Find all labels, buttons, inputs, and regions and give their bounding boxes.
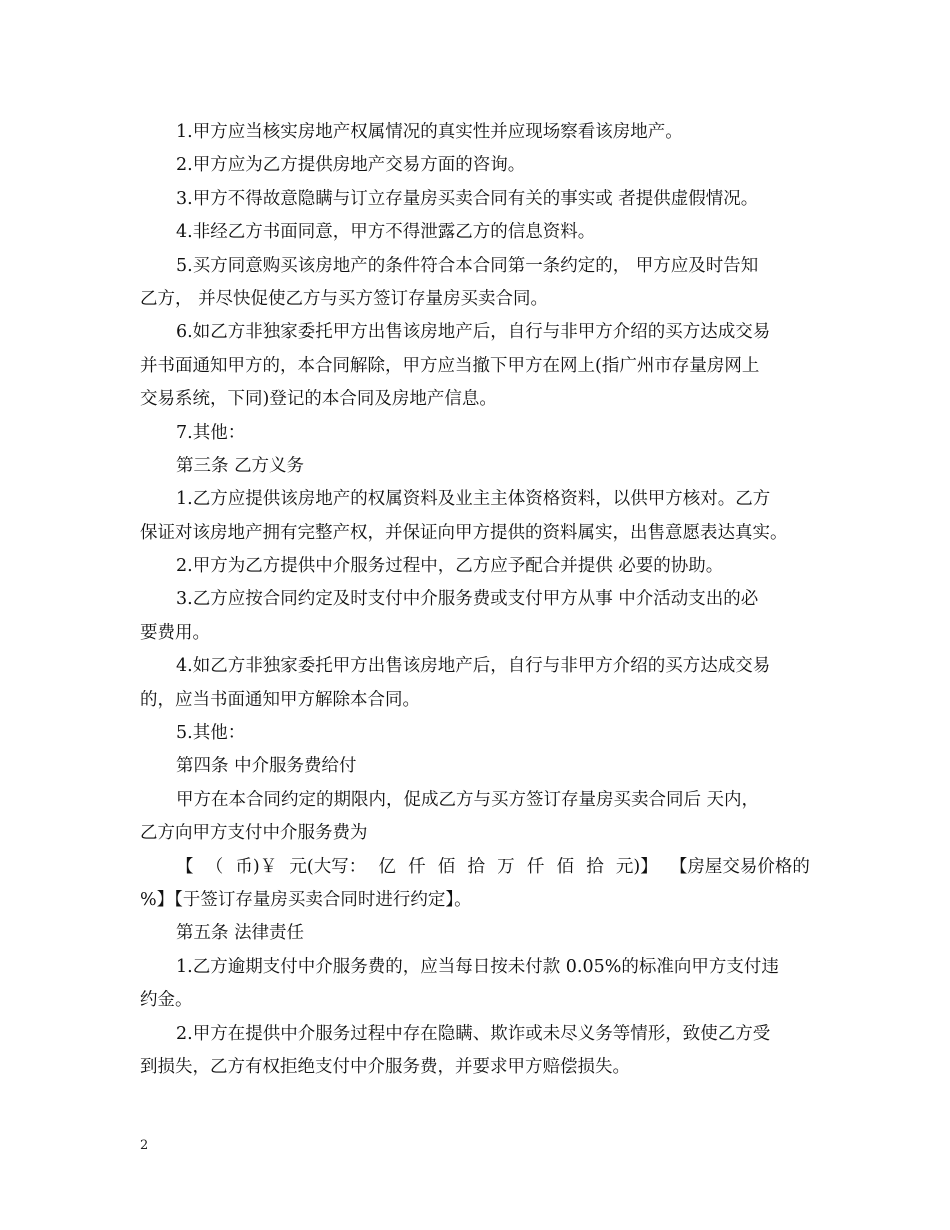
fee-part: 【房屋交易价格的: [669, 856, 810, 877]
paragraph-line: 5.其他：: [176, 723, 246, 744]
fee-part: 【: [176, 856, 194, 877]
fee-part: 亿: [378, 856, 396, 877]
fee-part: 拾: [467, 856, 485, 877]
paragraph-line: 要费用。: [140, 622, 210, 643]
paragraph-line: 6.如乙方非独家委托甲方出售该房地产后，自行与非甲方介绍的买方达成交易: [176, 322, 771, 343]
fee-amount-line: [140, 851, 810, 884]
paragraph-line: 约金。: [140, 990, 193, 1011]
paragraph-line: %】【于签订存量房买卖合同时进行约定】。: [140, 889, 472, 910]
page-number: 2: [140, 1138, 149, 1153]
section-heading: 第四条 中介服务费给付: [176, 756, 357, 777]
paragraph-line: 3.甲方不得故意隐瞒与订立存量房买卖合同有关的事实或 者提供虚假情况。: [176, 188, 759, 209]
fee-part: （: [205, 856, 224, 877]
fee-part: 币)￥: [235, 856, 278, 877]
paragraph-line: 到损失，乙方有权拒绝支付中介服务费，并要求甲方赔偿损失。: [140, 1056, 630, 1077]
paragraph-line: 乙方向甲方支付中介服务费为: [140, 823, 368, 844]
fee-part: 仟: [408, 856, 426, 877]
paragraph-line: 乙方， 并尽快促使乙方与买方签订存量房买卖合同。: [140, 288, 549, 309]
paragraph-line: 1.甲方应当核实房地产权属情况的真实性并应现场察看该房地产。: [176, 122, 683, 142]
section-heading: 第五条 法律责任: [176, 923, 305, 944]
paragraph-line: 2.甲方在提供中介服务过程中存在隐瞒、欺诈或未尽义务等情形，致使乙方受: [176, 1023, 771, 1044]
paragraph-line: 并书面通知甲方的，本合同解除，甲方应当撤下甲方在网上(指广州市存量房网上: [140, 355, 760, 376]
paragraph-line: 2.甲方为乙方提供中介服务过程中，乙方应予配合并提供 必要的协助。: [176, 556, 724, 577]
fee-part: 万: [497, 856, 515, 877]
paragraph-line: 1.乙方应提供该房地产的权属资料及业主主体资格资料，以供甲方核对。乙方: [176, 489, 771, 510]
paragraph-line: 1.乙方逾期支付中介服务费的，应当每日按未付款 0.05%的标准向甲方支付违: [176, 956, 779, 977]
paragraph-line: 保证对该房地产拥有完整产权，并保证向甲方提供的资料属实，出售意愿表达真实。: [140, 522, 788, 543]
paragraph-line: 7.其他：: [176, 422, 246, 443]
paragraph-line: 甲方在本合同约定的期限内，促成乙方与买方签订存量房买卖合同后 天内，: [176, 789, 760, 810]
fee-part: 元)】: [615, 856, 658, 877]
document-body: [140, 116, 810, 1084]
paragraph-line: 交易系统，下同)登记的本合同及房地产信息。: [140, 389, 497, 410]
section-heading: 第三条 乙方义务: [176, 455, 305, 476]
fee-part: 元(大写：: [289, 856, 367, 877]
fee-part: 仟: [526, 856, 545, 877]
paragraph-line: 3.乙方应按合同约定及时支付中介服务费或支付甲方从事 中介活动支出的必: [176, 589, 759, 610]
fee-part: 佰: [556, 856, 575, 877]
paragraph-line: 5.买方同意购买该房地产的条件符合本合同第一条约定的， 甲方应及时告知: [176, 255, 759, 276]
paragraph-line: 4.如乙方非独家委托甲方出售该房地产后，自行与非甲方介绍的买方达成交易: [176, 656, 771, 677]
fee-part: 佰: [437, 856, 456, 877]
paragraph-line: 4.非经乙方书面同意，甲方不得泄露乙方的信息资料。: [176, 222, 596, 243]
paragraph-line: 2.甲方应为乙方提供房地产交易方面的咨询。: [176, 155, 526, 176]
paragraph-line: 的，应当书面通知甲方解除本合同。: [140, 689, 420, 710]
fee-part: 拾: [586, 856, 604, 877]
